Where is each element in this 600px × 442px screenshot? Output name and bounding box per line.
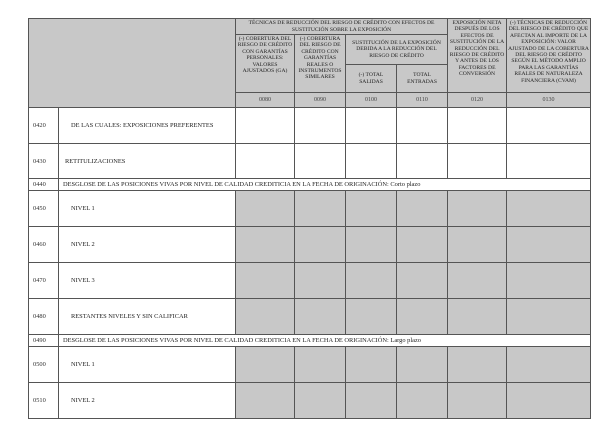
header-col-0080: (-) COBERTURA DEL RIESGO DE CRÉDITO CON GARANTÍAS PERSONALES: VALORES AJUSTADOS (GA) — [236, 35, 295, 93]
row-label: NIVEL 2 — [59, 227, 236, 263]
greyed-cell — [295, 191, 346, 227]
greyed-cell — [507, 383, 591, 419]
row-label: RESTANTES NIVELES Y SIN CALIFICAR — [59, 299, 236, 335]
row-code: 0460 — [29, 227, 59, 263]
greyed-cell — [295, 383, 346, 419]
header-col-0100: (-) TOTAL SALIDAS — [346, 65, 397, 93]
greyed-cell — [295, 347, 346, 383]
greyed-cell — [346, 383, 397, 419]
greyed-cell — [346, 191, 397, 227]
section-title — [59, 335, 591, 347]
row-label: DE LAS CUALES: EXPOSICIONES PREFERENTES — [59, 108, 236, 144]
greyed-cell — [295, 299, 346, 335]
col-code-0090: 0090 — [295, 93, 346, 108]
row-label: RETITULIZACIONES — [59, 144, 236, 179]
row-code: 0480 — [29, 299, 59, 335]
header-group-sub: SUSTITUCIÓN DE LA EXPOSICIÓN DEBIDA A LA REDUCCIÓN DEL RIESGO DE CRÉDITO — [346, 35, 448, 65]
greyed-cell — [236, 227, 295, 263]
table-row — [29, 191, 591, 227]
section-term: Largo plazo — [390, 337, 422, 344]
greyed-cell — [448, 227, 507, 263]
input-cell[interactable] — [507, 108, 591, 144]
greyed-cell — [295, 227, 346, 263]
input-cell[interactable] — [397, 108, 448, 144]
greyed-cell — [397, 383, 448, 419]
reporting-table — [28, 18, 591, 419]
table-row — [29, 144, 591, 179]
header-col-0110: TOTAL ENTRADAS — [397, 65, 448, 93]
greyed-cell — [507, 347, 591, 383]
input-cell[interactable] — [448, 108, 507, 144]
greyed-cell — [346, 299, 397, 335]
greyed-cell — [448, 347, 507, 383]
greyed-cell — [397, 227, 448, 263]
reporting-table-container — [28, 18, 590, 419]
section-label: DESGLOSE DE LAS POSICIONES VIVAS POR NIVEL DE CALIDAD CREDITICIA EN LA FECHA DE ORIGINACIÓN: — [63, 181, 389, 188]
input-cell[interactable] — [346, 108, 397, 144]
greyed-cell — [346, 263, 397, 299]
greyed-cell — [236, 263, 295, 299]
greyed-cell — [236, 383, 295, 419]
table-row — [29, 108, 591, 144]
greyed-cell — [295, 263, 346, 299]
row-code: 0440 — [29, 179, 59, 191]
input-cell[interactable] — [448, 144, 507, 179]
greyed-cell — [448, 299, 507, 335]
row-code: 0470 — [29, 263, 59, 299]
header-blank-cell — [29, 19, 236, 108]
greyed-cell — [346, 227, 397, 263]
greyed-cell — [236, 299, 295, 335]
section-title — [59, 179, 591, 191]
header-group-top: TÉCNICAS DE REDUCCIÓN DEL RIESGO DE CRÉDITO CON EFECTOS DE SUSTITUCIÓN SOBRE LA EXPOSICIÓN — [236, 19, 448, 35]
col-code-0110: 0110 — [397, 93, 448, 108]
greyed-cell — [346, 347, 397, 383]
table-row — [29, 263, 591, 299]
table-row — [29, 299, 591, 335]
input-cell[interactable] — [236, 108, 295, 144]
row-label: NIVEL 1 — [59, 347, 236, 383]
col-code-0120: 0120 — [448, 93, 507, 108]
table-row — [29, 227, 591, 263]
col-code-0080: 0080 — [236, 93, 295, 108]
greyed-cell — [236, 191, 295, 227]
greyed-cell — [448, 263, 507, 299]
section-row — [29, 179, 591, 191]
greyed-cell — [507, 263, 591, 299]
row-label: NIVEL 2 — [59, 383, 236, 419]
greyed-cell — [507, 227, 591, 263]
input-cell[interactable] — [507, 144, 591, 179]
section-label: DESGLOSE DE LAS POSICIONES VIVAS POR NIVEL DE CALIDAD CREDITICIA EN LA FECHA DE ORIGINACIÓN: — [63, 337, 389, 344]
col-code-0100: 0100 — [346, 93, 397, 108]
table-row — [29, 383, 591, 419]
input-cell[interactable] — [236, 144, 295, 179]
greyed-cell — [448, 383, 507, 419]
row-code: 0420 — [29, 108, 59, 144]
header-col-0120: EXPOSICIÓN NETA DESPUÉS DE LOS EFECTOS DE SUSTITUCIÓN DE LA REDUCCIÓN DEL RIESGO DE CRÉDITO Y ANTES DE LOS FACTORES DE CONVERSIÓN — [448, 19, 507, 93]
section-row — [29, 335, 591, 347]
greyed-cell — [397, 299, 448, 335]
greyed-cell — [236, 347, 295, 383]
row-label: NIVEL 3 — [59, 263, 236, 299]
input-cell[interactable] — [397, 144, 448, 179]
section-term: Corto plazo — [390, 181, 421, 188]
row-code: 0430 — [29, 144, 59, 179]
greyed-cell — [397, 347, 448, 383]
input-cell[interactable] — [295, 144, 346, 179]
greyed-cell — [397, 263, 448, 299]
table-row — [29, 347, 591, 383]
header-col-0090: (-) COBERTURA DEL RIESGO DE CRÉDITO CON GARANTÍAS REALES O INSTRUMENTOS SIMILARES — [295, 35, 346, 93]
row-code: 0490 — [29, 335, 59, 347]
greyed-cell — [397, 191, 448, 227]
row-code: 0500 — [29, 347, 59, 383]
greyed-cell — [507, 191, 591, 227]
col-code-0130: 0130 — [507, 93, 591, 108]
row-code: 0450 — [29, 191, 59, 227]
header-col-0130: (-) TÉCNICAS DE REDUCCIÓN DEL RIESGO DE CRÉDITO QUE AFECTAN AL IMPORTE DE LA EXPOSICIÓN: VALOR AJUSTADO DE LA COBERTURA DEL RIESGO DE CRÉDITO SEGÚN EL MÉTODO AMPLIO PARA LAS GARANTÍAS REALES DE NATURALEZA FINANCIERA (CVAM) — [507, 19, 591, 93]
input-cell[interactable] — [295, 108, 346, 144]
greyed-cell — [507, 299, 591, 335]
greyed-cell — [448, 191, 507, 227]
row-label: NIVEL 1 — [59, 191, 236, 227]
input-cell[interactable] — [346, 144, 397, 179]
row-code: 0510 — [29, 383, 59, 419]
